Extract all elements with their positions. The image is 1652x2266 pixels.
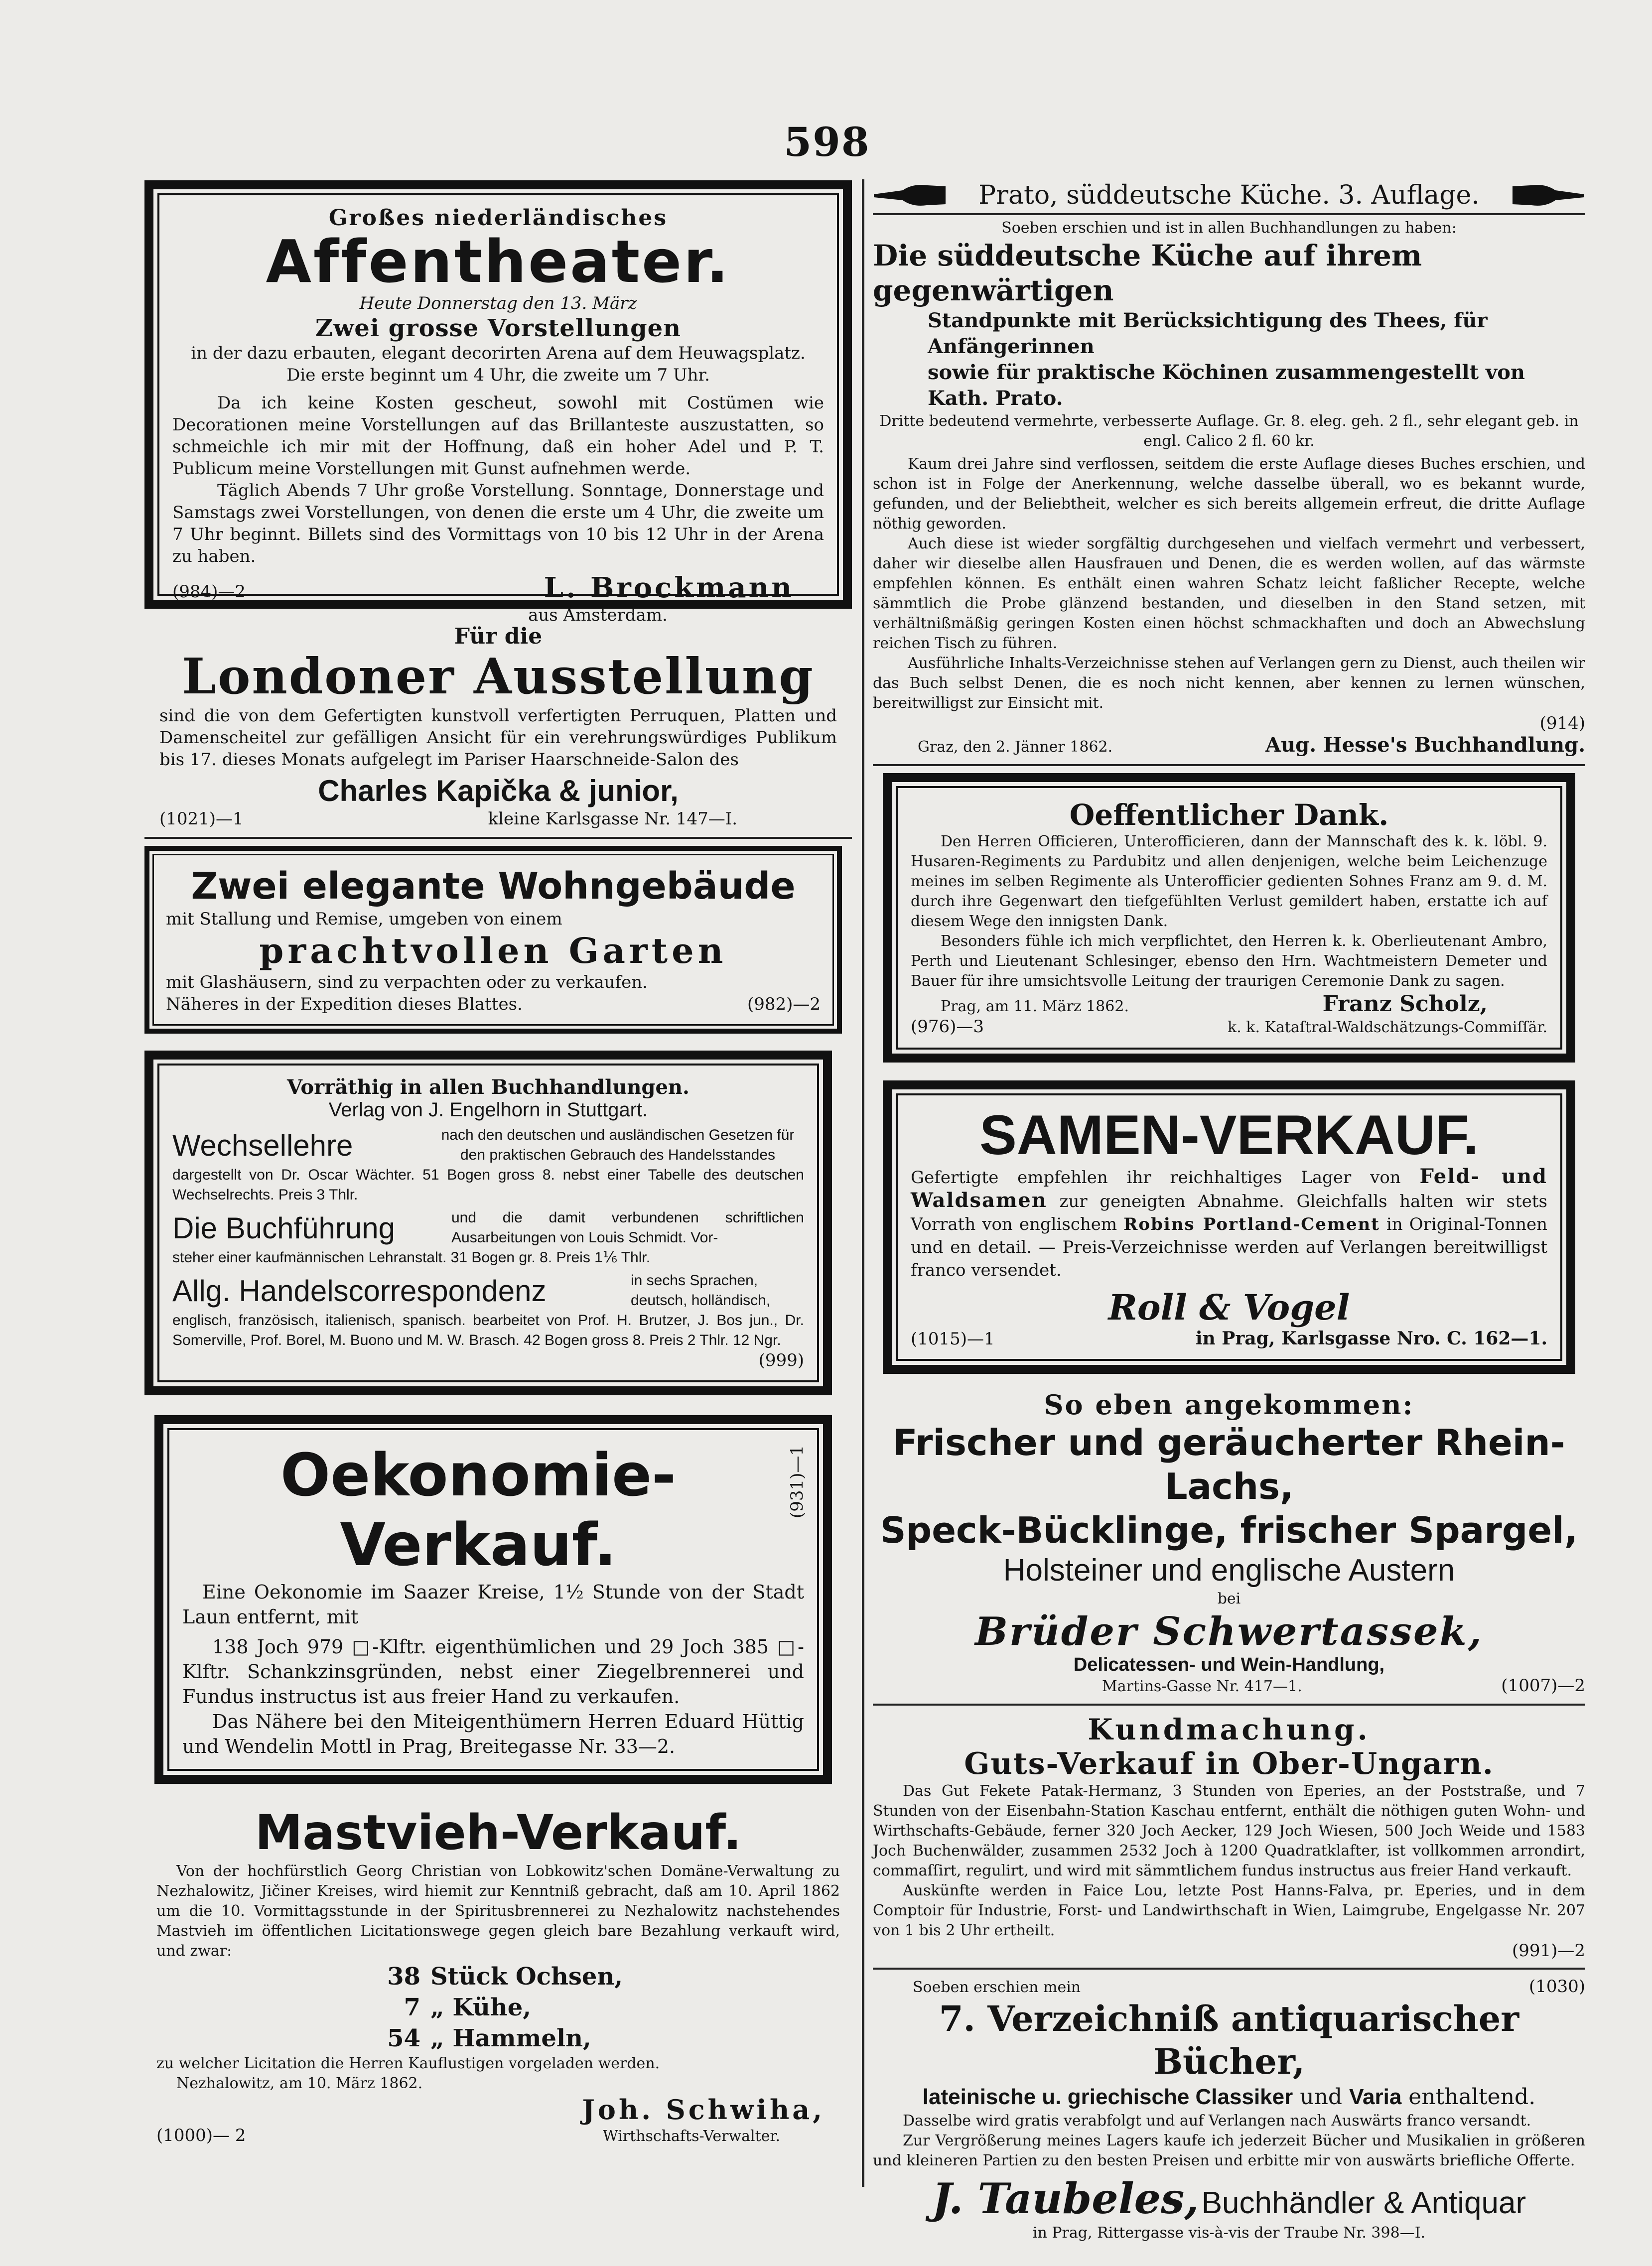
ad-london	[144, 624, 852, 830]
divider	[144, 837, 852, 839]
london-para: sind die von dem Gefertigten kunstvoll verfertigten Perruquen, Platten und Damenscheitel zur gefälligen Ansicht für ein verehrungswürdiges Publikum bis 17. dieses Monats aufgelegt im Pariser Haarschneide-Salon des	[159, 706, 837, 770]
samen-p1a: Gefertigte empfehlen ihr reichhaltiges Lager von	[911, 1168, 1401, 1188]
book-wechsellehre-more: dargestellt von Dr. Oscar Wächter. 51 Bogen gross 8. nebst einer Tabelle des deutschen Wechselrechts. Preis 3 Thlr.	[172, 1167, 804, 1203]
affen-times: Die erste beginnt um 4 Uhr, die zweite um 7 Uhr.	[286, 365, 710, 385]
taub-name: J. Taubeles,	[932, 2174, 1199, 2223]
left-column	[144, 180, 852, 2146]
ad-wohngebaeude	[144, 846, 842, 1034]
ad-dank	[883, 773, 1575, 1063]
rhein-ref: (1007)—2	[1501, 1676, 1585, 1696]
mast-date: Nezhalowitz, am 10. März 1862.	[176, 2075, 423, 2092]
prato-title-2: Standpunkte mit Berücksichtigung des Thees, für Anfängerinnen	[928, 309, 1488, 358]
samen-name: Roll & Vogel	[1108, 1287, 1350, 1328]
prato-para-1: Kaum drei Jahre sind verflossen, seitdem die erste Auflage dieses Buches erschien, und schon ist in Folge der Anerkennung, welche dasselbe überall, wo es bekannt wurde, gefunden, und der Beliebtheit, welcher es sich bereits allgemein erfreut, die dritte Auflage nöthig geworden.	[873, 455, 1585, 533]
book-handelscorr-more: englisch, französisch, italienisch, spanisch. bearbeitet von Prof. H. Brutzer, J. Bos jun., Dr. Somerville, Prof. Borel, M. Buono und M. W. Brasch. 42 Bogen gross 8. Preis 2 Thlr. 12 Ngr.	[172, 1312, 804, 1348]
taub-title: 7. Verzeichniß antiquarischer Bücher,	[939, 1998, 1519, 2082]
affen-name: L. Brockmann	[544, 571, 794, 604]
london-ref: (1021)—1	[159, 809, 244, 829]
right-column	[873, 180, 1585, 2243]
dank-role: k. k. Kataſtral-Waldschätzungs-Commiſſär.	[1228, 1019, 1547, 1036]
london-title: Londoner Ausstellung	[182, 648, 815, 705]
rhein-kicker: So eben angekommen:	[1044, 1389, 1414, 1421]
engel-ref: (999)	[758, 1350, 804, 1370]
taub-line-2	[873, 2083, 1585, 2111]
prato-date: Graz, den 2. Jänner 1862.	[918, 738, 1113, 756]
affen-kicker: Großes niederländisches	[328, 205, 668, 231]
ad-mastvieh	[144, 1804, 852, 2146]
samen-addr: in Prag, Karlsgasse Nro. C. 162—1.	[1195, 1328, 1547, 1349]
engel-line-2: Verlag von J. Engelhorn in Stuttgart.	[328, 1099, 648, 1121]
oekon-para-2: 138 Joch 979 □-Klftr. eigenthümlichen und 29 Joch 385 □-Klftr. Schankzinsgründen, nebst einer Ziegelbrennerei und Fundus instructus ist aus freier Hand zu verkaufen.	[182, 1636, 804, 1708]
kund-para-1: Das Gut Fekete Patak-Hermanz, 3 Stunden von Eperies, an der Poststraße, und 7 Stunden von der Eisenbahn-Station Kaschau entfernt, enthält die nöthigen guten Wohn- und Wirthschafts-Gebäude, ferner 320 Joch Aecker, 129 Joch Wiesen, 500 Joch Weide und 1583 Joch Buchenwälder, zusammen 2532 Joch à 1200 Quadratklafter, ist vollkommen arrondirt, commaſſirt, regulirt, und wird mit sämmtlichem fundus instructus aus freier Hand verkauft.	[873, 1782, 1585, 1879]
affen-title: Affentheater.	[266, 227, 731, 296]
mast-title: Mastvieh-Verkauf.	[255, 1805, 742, 1861]
taub-line-1: Soeben erschien mein	[913, 1979, 1081, 1996]
london-name: Charles Kapička & junior,	[318, 774, 679, 807]
ad-oekonomie	[154, 1415, 832, 1784]
rhein-bei: bei	[1217, 1590, 1241, 1607]
mast-item-oxen-count: 38	[387, 1963, 420, 1991]
ad-rhein-lachs	[873, 1389, 1585, 1697]
affen-shows: Zwei grosse Vorstellungen	[315, 314, 682, 342]
samen-para	[911, 1165, 1547, 1282]
affen-from: aus Amsterdam.	[528, 605, 668, 625]
prato-para-2: Auch diese ist wieder sorgfältig durchgesehen und vielfach vermehrt und verbessert, daher wir dieselbe allen Hausfrauen und Denen, die es werden wollen, auf das wärmste empfehlen können. Es enthält einen wahren Schatz leicht faßlicher Recepte, welche sämmtlich die Probe glänzend bestanden, und dieselben in den Stand setzen, mit verhältnißmäßig geringen Kosten einen höchst schmackhaften und doch an Abwechslung reichen Tisch zu führen.	[873, 535, 1585, 652]
mast-para-1: Von der hochfürstlich Georg Christian von Lobkowitz'schen Domäne-Verwaltung zu Nezhalowitz, Jičiner Kreises, wird hiemit zur Kenntniß gebracht, daß am 10. April 1862 um die 10. Vormittagsstunde in der Spiritusbrennerei zu Nezhalowitz nachstehendes Mastvieh im öffentlichen Licitationswege gegen gleich bare Bezahlung verkauft wird, und zwar:	[156, 1863, 840, 1960]
dank-date: Prag, am 11. März 1862.	[941, 998, 1129, 1015]
rhein-name: Brüder Schwertassek,	[975, 1609, 1483, 1654]
wohn-line-1: mit Stallung und Remise, umgeben von einem	[166, 909, 562, 929]
samen-ref: (1015)—1	[911, 1329, 995, 1349]
london-addr: kleine Karlsgasse Nr. 147—I.	[488, 809, 737, 829]
wohn-ref: (982)—2	[747, 994, 821, 1014]
rhein-line-3: Speck-Bücklinge, frischer Spargel,	[880, 1509, 1578, 1551]
mast-para-2: zu welcher Licitation die Herren Kauflustigen vorgeladen werden.	[156, 2055, 660, 2072]
rhein-line-6: Delicatessen- und Wein-Handlung,	[1073, 1654, 1385, 1675]
prato-title-3: sowie für praktische Köchinen zusammengestellt von Kath. Prato.	[928, 361, 1525, 410]
book-buchfuehrung: Die Buchführung	[172, 1211, 395, 1245]
oekon-para-3: Das Nähere bei den Miteigenthümern Herren Eduard Hüttig und Wendelin Mottl in Prag, Breitegasse Nr. 33—2.	[182, 1711, 804, 1757]
oekon-para-1: Eine Oekonomie im Saazer Kreise, 1½ Stunde von der Stadt Laun entfernt, mit	[182, 1581, 804, 1628]
samen-p1d: Robins Portland-Cement	[1123, 1214, 1380, 1234]
mast-item-cows-label: „ Kühe,	[430, 1994, 532, 2021]
dank-para-2: Besonders fühle ich mich verpflichtet, den Herren k. k. Oberlieutenant Ambro, Perth und Lieutenant Schlesinger, ebenso den Hrn. Wachtmeistern Demeter und Bauer für ihre umsichtsvolle Leitung der traurigen Ceremonie Dank zu sagen.	[911, 933, 1547, 990]
taub-para-2: Zur Vergrößerung meines Lagers kaufe ich jederzeit Bücher und Musikalien in größeren und kleineren Partien zu den besten Preisen und erbitte mir von auswärts briefliche Offerte.	[873, 2132, 1585, 2169]
engel-line-1: Vorräthig in allen Buchhandlungen.	[287, 1075, 689, 1099]
mast-item-oxen	[366, 1961, 840, 1992]
london-kicker: Für die	[454, 624, 543, 649]
column-rule	[862, 179, 864, 2187]
rhein-line-2: Frischer und geräucherter Rhein-Lachs,	[893, 1422, 1565, 1507]
prato-title-1: Die süddeutsche Küche auf ihrem gegenwärtigen	[873, 239, 1422, 307]
dank-name: Franz Scholz,	[1322, 991, 1488, 1017]
divider	[873, 764, 1585, 766]
ad-engelhorn	[144, 1051, 832, 1395]
book-wechsellehre: Wechsellehre	[172, 1128, 353, 1162]
mast-item-sheep-count: 54	[387, 2024, 420, 2052]
mast-name: Joh. Schwiha,	[582, 2094, 825, 2126]
dank-ref: (976)—3	[911, 1017, 984, 1037]
dank-title: Oeffentlicher Dank.	[1069, 798, 1389, 832]
pointing-hand-right-icon	[1511, 180, 1585, 210]
mast-role: Wirthschafts-Verwalter.	[602, 2128, 780, 2145]
taub-l2a: lateinische u. griechische Classiker	[922, 2085, 1293, 2109]
taub-ref: (1030)	[1528, 1977, 1585, 1997]
affen-ref: (984)—2	[172, 582, 246, 602]
mast-ref: (1000)— 2	[156, 2126, 246, 2145]
ad-prato	[873, 180, 1585, 757]
mast-item-cows-count: 7	[404, 1994, 420, 2021]
taub-sign	[873, 2174, 1585, 2223]
prato-head: Prato, süddeutsche Küche. 3. Auflage.	[978, 180, 1480, 210]
book-handelscorr-desc: in sechs Sprachen, deutsch, holländisch,	[631, 1272, 771, 1309]
oekon-ref: (931)—1	[787, 1445, 807, 1519]
book-wechsellehre-desc: nach den deutschen und ausländischen Gesetzen für den praktischen Gebrauch des Handelsstandes	[441, 1127, 795, 1163]
wohn-line-4: Näheres in der Expedition dieses Blattes.	[166, 994, 523, 1014]
mast-item-sheep-label: „ Hammeln,	[430, 2024, 591, 2052]
divider	[873, 1968, 1585, 1970]
affen-para-2: Täglich Abends 7 Uhr große Vorstellung. Sonntage, Donnerstage und Samstags zwei Vorstellungen, von denen die erste um 4 Uhr, die zweite um 7 Uhr beginnt. Billets sind des Vormittags von 10 bis 12 Uhr in der Arena zu haben.	[172, 481, 824, 566]
ad-affentheater	[144, 180, 852, 625]
ad-kundmachung	[873, 1713, 1585, 1961]
divider	[873, 1704, 1585, 1706]
taub-l2c: Varia	[1349, 2085, 1402, 2109]
taub-para-1: Dasselbe wird gratis verabfolgt und auf Verlangen nach Auswärts franco versandt.	[903, 2112, 1531, 2130]
samen-p1c: zur geneigten Abnahme. Gleichfalls halten wir stets Vorrath von englischem	[911, 1192, 1547, 1234]
ad-taubeles	[873, 1977, 1585, 2243]
mast-item-sheep	[366, 2023, 840, 2054]
affen-date: Heute Donnerstag den 13. März	[359, 293, 637, 313]
kund-para-2: Auskünfte werden in Faice Lou, letzte Post Hanns-Falva, pr. Eperies, und in dem Comptoir für Industrie, Forst- und Landwirthschaft in Wien, Laimgrube, Engelgasse Nr. 207 von 1 bis 2 Uhr ertheilt.	[873, 1882, 1585, 1939]
prato-para-3: Ausführliche Inhalts-Verzeichnisse stehen auf Verlangen gern zu Dienst, auch theilen wir das Buch selbst Denen, die es noch nicht kennen, aber kennen zu lernen wünschen, bereitwilligst zur Einsicht mit.	[873, 655, 1585, 712]
divider	[873, 213, 1585, 215]
rhein-line-4: Holsteiner und englische Austern	[1003, 1553, 1455, 1588]
taub-l2b: und	[1300, 2084, 1343, 2110]
samen-p1b: Feld- und Waldsamen	[911, 1165, 1548, 1212]
dank-para-1: Den Herren Officieren, Unterofficieren, dann der Mannschaft des k. k. löbl. 9. Husaren-Regiments zu Pardubitz und allen denjenigen, welche beim Leichenzuge meines im selben Regimente als Unterofficier gedienten Sohnes Franz am 9. d. M. durch ihre Gegenwart den tiefgefühlten Verlust gemildert haben, erstatte ich auf diesem Wege den innigsten Dank.	[911, 833, 1547, 930]
wohn-line-3: mit Glashäusern, sind zu verpachten oder zu verkaufen.	[166, 972, 648, 992]
book-buchfuehrung-more: steher einer kaufmännischen Lehranstalt. 31 Bogen gr. 8. Preis 1⅙ Thlr.	[172, 1249, 651, 1266]
affen-venue: in der dazu erbauten, elegant decorirten Arena auf dem Heuwagsplatz.	[191, 343, 806, 363]
ad-samen	[883, 1080, 1575, 1374]
prato-publisher: Aug. Hesse's Buchhandlung.	[1265, 733, 1585, 757]
samen-p1e: in Original-Tonnen und en detail. — Preis-Verzeichnisse werden auf Verlangen bereitwilligst franco versendet.	[911, 1214, 1548, 1280]
taub-l2d: enthaltend.	[1408, 2084, 1536, 2110]
wohn-garden: prachtvollen Garten	[259, 930, 727, 971]
wohn-title: Zwei elegante Wohngebäude	[191, 865, 796, 908]
samen-title: SAMEN-VERKAUF.	[979, 1104, 1479, 1166]
mast-item-cows	[366, 1992, 840, 2023]
kund-title: Kundmachung.	[1088, 1713, 1371, 1746]
prato-edition: Dritte bedeutend vermehrte, verbesserte Auflage. Gr. 8. eleg. geh. 2 fl., sehr elegant geb. in engl. Calico 2 fl. 60 kr.	[879, 412, 1579, 450]
taub-name2: Buchhändler & Antiquar	[1201, 2186, 1526, 2220]
book-handelscorr: Allg. Handelscorrespondenz	[172, 1274, 547, 1308]
page-number: 598	[784, 119, 870, 165]
mast-item-oxen-label: Stück Ochsen,	[430, 1963, 623, 1991]
pointing-hand-left-icon	[873, 180, 948, 210]
kund-ref: (991)—2	[1512, 1941, 1585, 1961]
rhein-addr: Martins-Gasse Nr. 417—1.	[1102, 1678, 1302, 1695]
prato-ref: (914)	[1539, 713, 1585, 733]
affen-para-1: Da ich keine Kosten gescheut, sowohl mit Costümen wie Decorationen meine Vorstellungen auf das Brillanteste auszustatten, so schmeichle ich mir mit der Hoffnung, daß ein hoher Adel und P. T. Publicum meine Vorstellungen mit Gunst aufnehmen werde.	[172, 393, 824, 479]
kund-sub: Guts-Verkauf in Ober-Ungarn.	[964, 1746, 1494, 1781]
oekon-title: Oekonomie-Verkauf.	[280, 1441, 677, 1579]
book-buchfuehrung-desc: und die damit verbundenen schriftlichen Ausarbeitungen von Louis Schmidt. Vor-	[451, 1209, 804, 1246]
taub-addr: in Prag, Rittergasse vis-à-vis der Traube Nr. 398—I.	[1032, 2224, 1426, 2242]
prato-line-1: Soeben erschien und ist in allen Buchhandlungen zu haben:	[1001, 219, 1457, 237]
